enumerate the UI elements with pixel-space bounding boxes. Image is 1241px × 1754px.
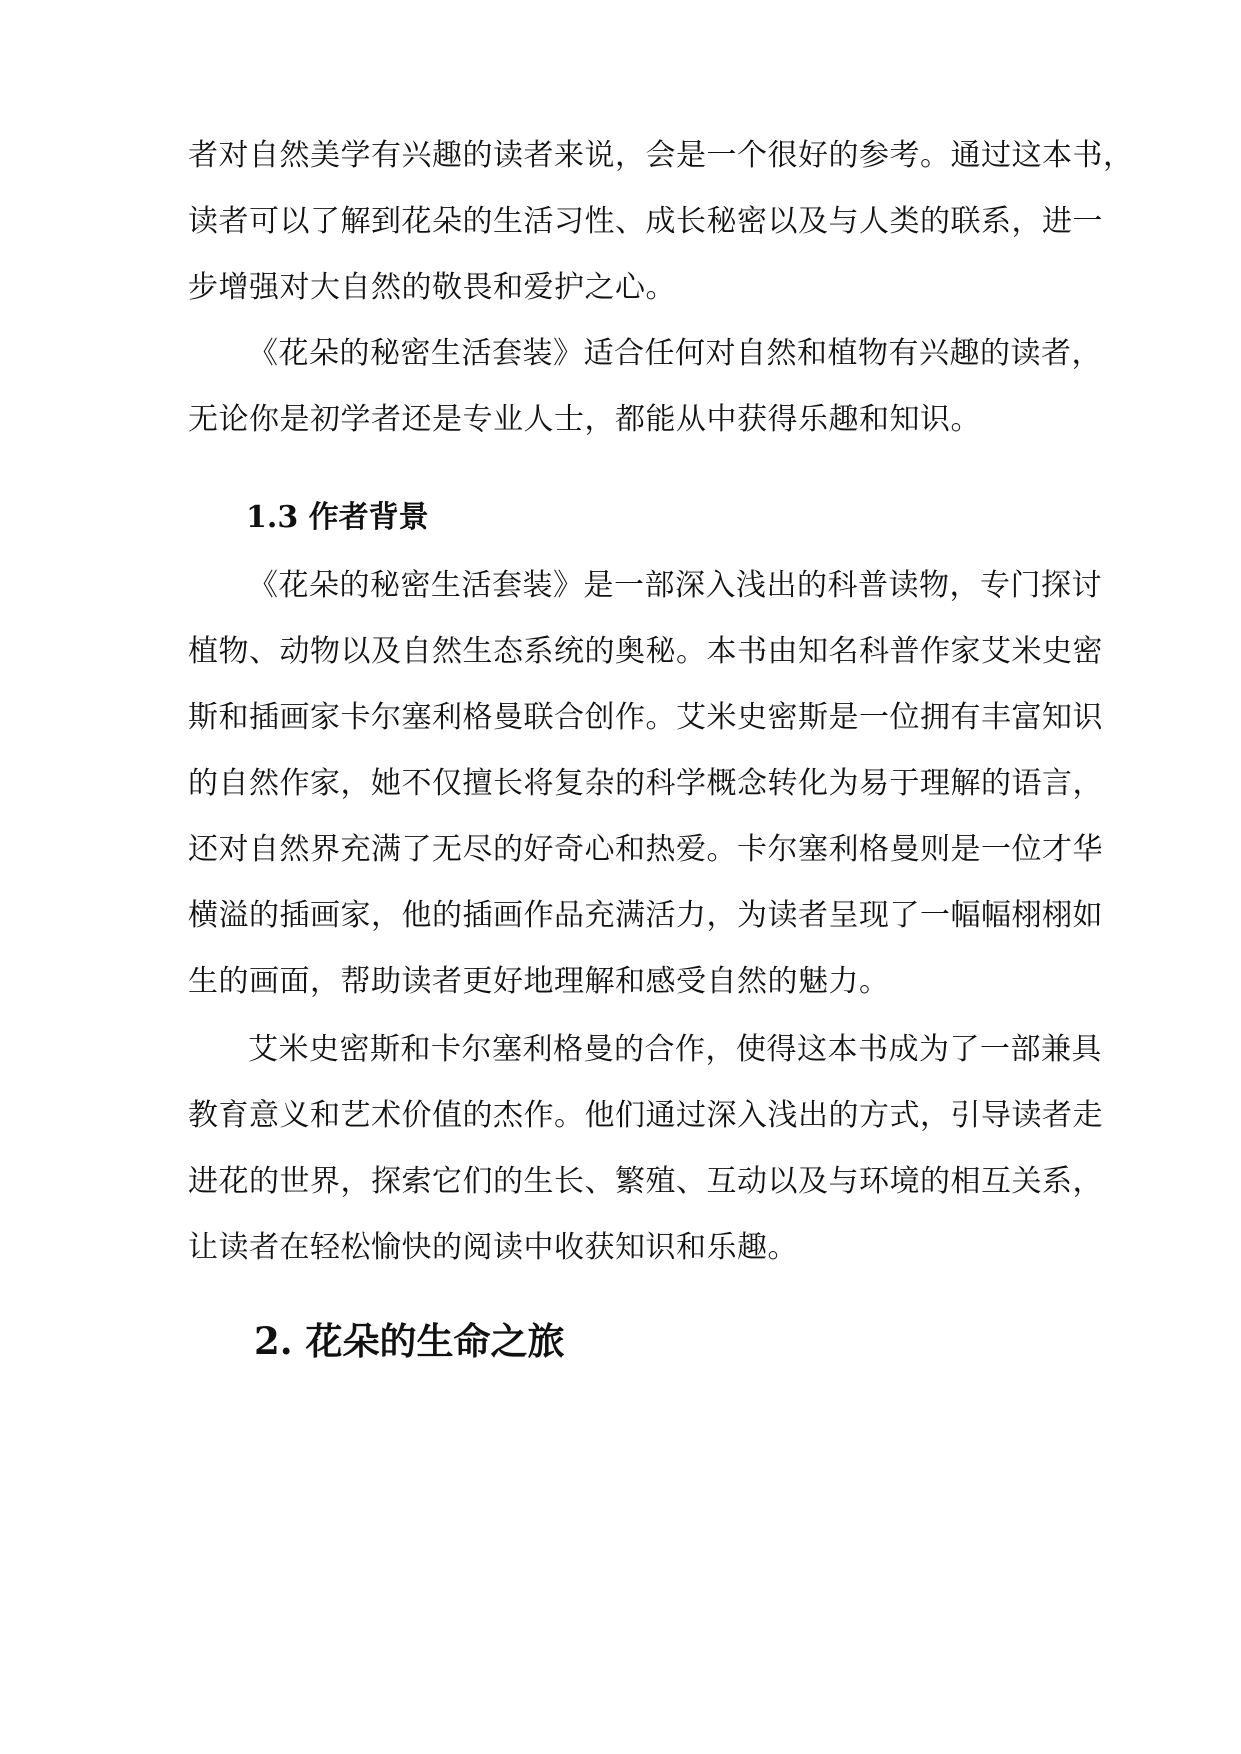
paragraph-line: 艾米史密斯和卡尔塞利格曼的合作，使得这本书成为了一部兼具: [248, 1032, 1102, 1067]
paragraph-line: 让读者在轻松愉快的阅读中收获知识和乐趣。: [188, 1230, 798, 1265]
paragraph-line: 《花朵的秘密生活套装》是一部深入浅出的科普读物，专门探讨: [248, 568, 1102, 603]
paragraph-line: 无论你是初学者还是专业人士，都能从中获得乐趣和知识。: [188, 402, 981, 437]
paragraph-line: 生的画面，帮助读者更好地理解和感受自然的魅力。: [188, 964, 890, 999]
section-heading: 1.3 作者背景: [246, 500, 429, 535]
paragraph-line: 还对自然界充满了无尽的好奇心和热爱。卡尔塞利格曼则是一位才华: [188, 832, 1103, 867]
paragraph-line: 的自然作家，她不仅擅长将复杂的科学概念转化为易于理解的语言，: [188, 766, 1103, 801]
paragraph-line: 横溢的插画家，他的插画作品充满活力，为读者呈现了一幅幅栩栩如: [188, 898, 1103, 933]
paragraph-line: 教育意义和艺术价值的杰作。他们通过深入浅出的方式，引导读者走: [188, 1098, 1103, 1133]
paragraph-line: 植物、动物以及自然生态系统的奥秘。本书由知名科普作家艾米史密: [188, 634, 1103, 669]
paragraph-line: 者对自然美学有兴趣的读者来说，会是一个很好的参考。通过这本书，: [188, 138, 1134, 173]
paragraph-line: 步增强对大自然的敬畏和爱护之心。: [188, 270, 676, 305]
paragraph-line: 读者可以了解到花朵的生活习性、成长秘密以及与人类的联系，进一: [188, 204, 1103, 239]
paragraph-line: 斯和插画家卡尔塞利格曼联合创作。艾米史密斯是一位拥有丰富知识: [188, 700, 1103, 735]
paragraph-line: 《花朵的秘密生活套装》适合任何对自然和植物有兴趣的读者，: [248, 336, 1102, 371]
chapter-heading: 2. 花朵的生命之旅: [254, 1319, 565, 1363]
paragraph-line: 进花的世界，探索它们的生长、繁殖、互动以及与环境的相互关系，: [188, 1164, 1103, 1199]
